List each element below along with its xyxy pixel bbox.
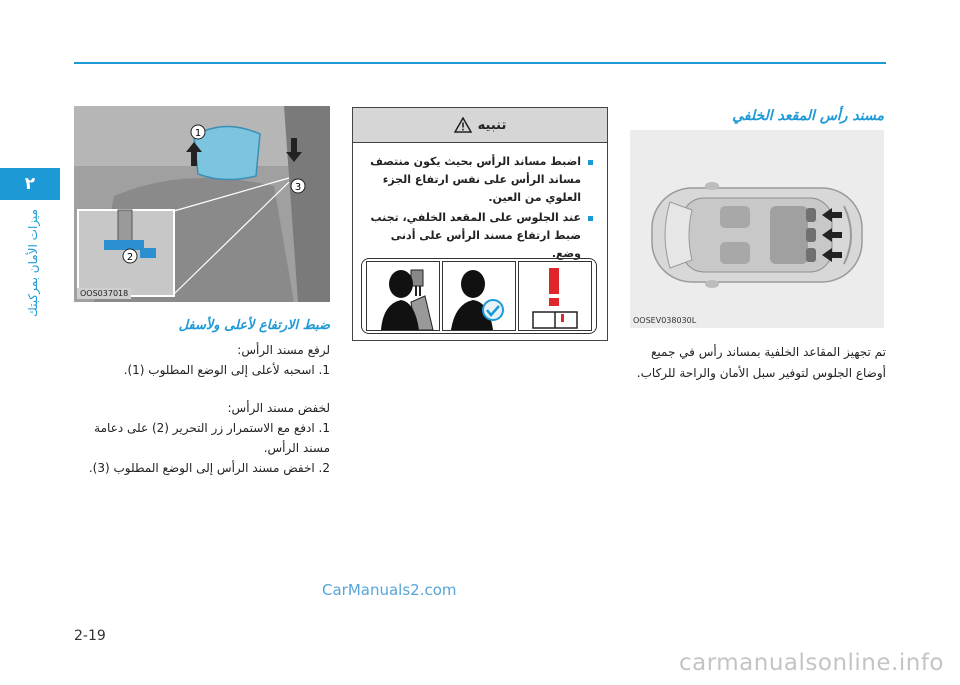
callout-1-label: 1 [194,128,202,139]
raise-step: 1. اسحبه لأعلى إلى الوضع المطلوب (1). [123,363,330,377]
seated-headrest-pictogram [366,261,440,331]
figure-code: OOSEV038030L [633,316,697,325]
top-rule [74,62,886,64]
callout-3-label: 3 [294,182,302,193]
headrest-illustration [74,106,330,302]
seated-with-headrest-check-pictogram [442,261,516,331]
caution-pictograms [361,258,597,334]
car-illustration [630,130,884,328]
rear-headrest-description: تم تجهيز المقاعد الخلفية بمساند رأس في جميع أوضاع الجلوس لتوفير سبل الأمان والراحة للركاب. [636,345,886,380]
warning-triangle-icon [454,117,472,133]
caution-list [353,143,607,263]
lower-step: 1. ادفع مع الاستمرار زر التحرير (2) على دعامة مسند الرأس. [94,421,330,455]
height-adjust-instructions [74,340,330,478]
callout-2-label: 2 [126,252,134,263]
chapter-tab: ٢ [0,168,60,200]
lower-label: لخفض مسند الرأس: [227,401,330,415]
page-number: 2-19 [74,628,106,644]
section-title: مسند رأس المقعد الخلفي [732,108,884,124]
carmanuals-watermark[interactable]: CarManuals2.com [322,581,457,599]
chapter-side-title: ميزات الأمان بمركبتك [26,209,40,317]
caution-item: اضبط مساند الرأس بحيث يكون منتصف مساند الرأس على نفس ارتفاع الجزء العلوي من العين. [363,153,593,207]
footer-watermark: carmanualsonline.info [678,650,944,676]
caution-box [352,107,608,341]
caution-label: تنبيه [477,117,507,133]
raise-label: لرفع مسند الرأس: [237,343,330,357]
read-manual-warning-pictogram [518,261,592,331]
height-adjust-title: ضبط الارتفاع لأعلى ولأسفل [178,318,330,333]
caution-item: عند الجلوس على المقعد الخلفي، تجنب ضبط ارتفاع مسند الرأس على أدنى وضع. [363,209,593,263]
lower-step: 2. اخفض مسند الرأس إلى الوضع المطلوب (3). [88,461,330,475]
car-top-view-figure [630,130,884,328]
headrest-adjust-figure [74,106,330,302]
figure-code: OOS037018 [77,288,131,299]
caution-header [353,108,607,143]
